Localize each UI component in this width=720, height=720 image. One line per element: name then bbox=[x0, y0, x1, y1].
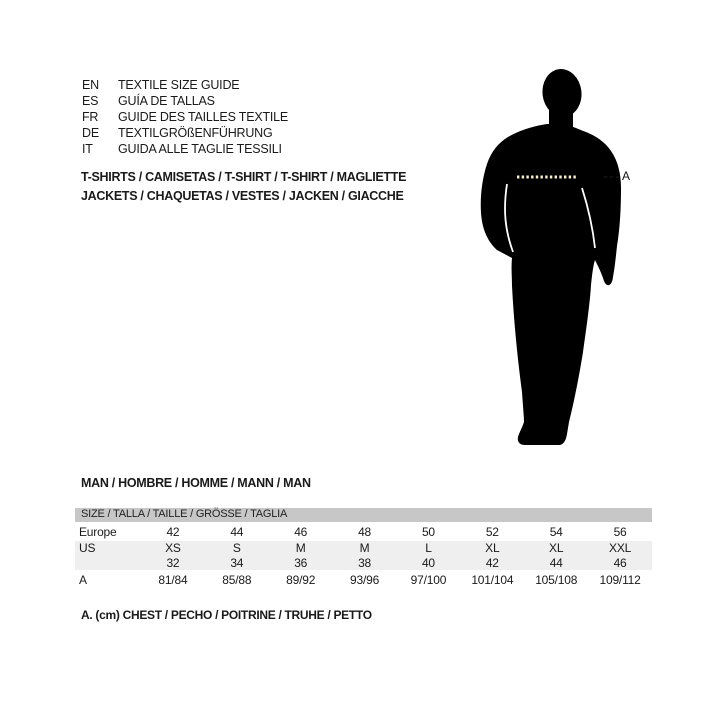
language-code: ES bbox=[82, 94, 99, 108]
table-cell: 48 bbox=[358, 524, 372, 539]
row-label: Europe bbox=[79, 524, 117, 539]
language-code: IT bbox=[82, 142, 93, 156]
man-silhouette-icon bbox=[470, 62, 640, 454]
language-row-it bbox=[82, 141, 288, 157]
table-cell: 54 bbox=[549, 524, 563, 539]
section-title-man: MAN / HOMBRE / HOMME / MANN / MAN bbox=[81, 476, 311, 490]
table-cell: M bbox=[295, 541, 306, 555]
table-cell: XL bbox=[549, 541, 564, 555]
table-cell: 46 bbox=[294, 524, 308, 539]
language-row-de bbox=[82, 125, 288, 141]
table-cell: 109/112 bbox=[599, 572, 641, 587]
language-list bbox=[82, 77, 288, 157]
language-title: GUIDE DES TAILLES TEXTILE bbox=[118, 110, 289, 124]
table-cell: 105/108 bbox=[535, 572, 578, 587]
table-cell: 36 bbox=[294, 555, 308, 570]
table-cell: 93/96 bbox=[350, 572, 380, 587]
table-row-europe bbox=[75, 522, 652, 541]
table-cell: M bbox=[359, 541, 370, 555]
language-code: FR bbox=[82, 110, 99, 124]
category-line-jackets: JACKETS / CHAQUETAS / VESTES / JACKEN / GIACCHE bbox=[81, 188, 404, 203]
language-code: EN bbox=[82, 78, 99, 92]
table-row-us bbox=[75, 541, 652, 555]
size-table-header: SIZE / TALLA / TAILLE / GRÖSSE / TAGLIA bbox=[75, 508, 652, 522]
table-cell: 81/84 bbox=[158, 572, 188, 587]
footnote-chest: A. (cm) CHEST / PECHO / POITRINE / TRUHE / PETTO bbox=[81, 608, 372, 622]
table-cell: 32 bbox=[166, 555, 180, 570]
row-label: US bbox=[79, 541, 96, 555]
language-title: GUIDA ALLE TAGLIE TESSILI bbox=[118, 142, 282, 156]
language-code: DE bbox=[82, 126, 99, 140]
table-cell: 56 bbox=[613, 524, 627, 539]
language-row-es bbox=[82, 93, 288, 109]
table-cell: 52 bbox=[485, 524, 499, 539]
man-silhouette-figure bbox=[470, 62, 640, 454]
measurement-a-label: A bbox=[622, 169, 631, 183]
table-row-numeric bbox=[75, 555, 652, 570]
table-cell: 42 bbox=[485, 555, 499, 570]
table-cell: L bbox=[425, 541, 432, 555]
table-cell: S bbox=[232, 541, 241, 555]
language-row-fr bbox=[82, 109, 288, 125]
table-cell: XS bbox=[165, 541, 181, 555]
category-line-tshirts: T-SHIRTS / CAMISETAS / T-SHIRT / T-SHIRT / MAGLIETTE bbox=[81, 170, 407, 184]
table-cell: 44 bbox=[230, 524, 244, 539]
table-cell: 101/104 bbox=[471, 572, 514, 587]
table-cell: 38 bbox=[358, 555, 372, 570]
table-cell: 50 bbox=[421, 524, 435, 539]
language-title: TEXTILGRÖßENFÜHRUNG bbox=[118, 126, 273, 140]
size-table bbox=[75, 508, 652, 589]
table-cell: XL bbox=[485, 541, 500, 555]
table-cell: 40 bbox=[421, 555, 435, 570]
language-title: TEXTILE SIZE GUIDE bbox=[118, 78, 240, 92]
category-heading bbox=[81, 168, 406, 205]
table-cell: 97/100 bbox=[410, 572, 447, 587]
language-title: GUÍA DE TALLAS bbox=[118, 94, 215, 108]
table-cell: 46 bbox=[613, 555, 627, 570]
row-label: A bbox=[79, 572, 87, 587]
table-cell: 34 bbox=[230, 555, 244, 570]
table-cell: 44 bbox=[549, 555, 563, 570]
table-cell: XXL bbox=[609, 541, 632, 555]
table-row-chest-a bbox=[75, 570, 652, 589]
table-cell: 85/88 bbox=[222, 572, 252, 587]
table-cell: 89/92 bbox=[286, 572, 316, 587]
language-row-en bbox=[82, 77, 288, 93]
table-cell: 42 bbox=[166, 524, 180, 539]
